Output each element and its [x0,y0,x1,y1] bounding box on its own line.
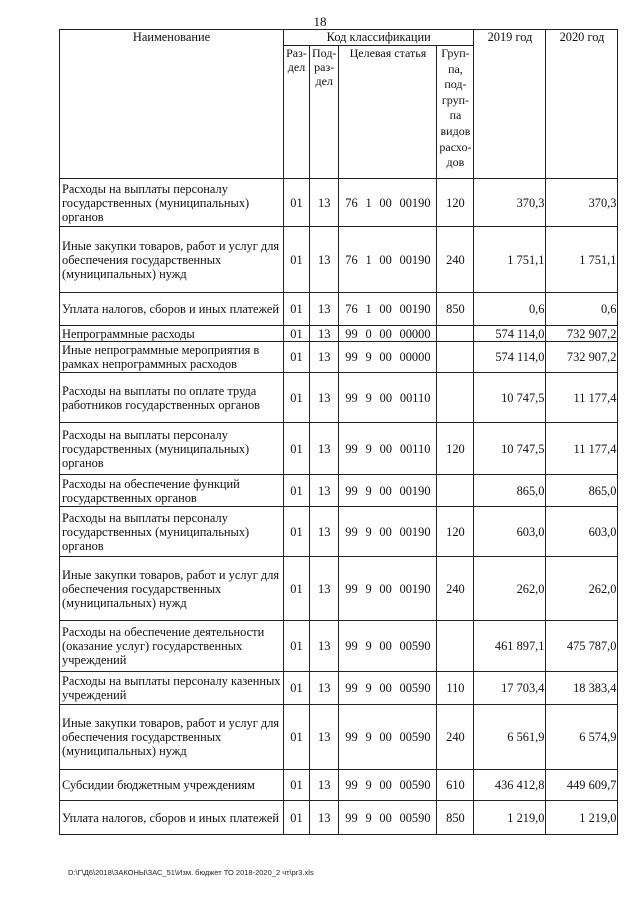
header-code-group: Код классификации [284,30,474,46]
header-target-article: Целевая статья [339,46,437,179]
target-program: 76 [345,252,358,267]
header-subsection: Под- раз- дел [310,46,339,179]
target-direction: 00190 [399,302,431,316]
row-amount-2020: 11 177,4 [546,423,618,475]
row-section: 01 [284,557,310,621]
row-amount-2019: 574 114,0 [474,342,546,373]
row-subsection: 13 [310,227,339,293]
target-direction: 00190 [399,524,431,539]
row-section: 01 [284,423,310,475]
row-target-article [339,373,437,423]
target-direction: 00190 [399,252,431,267]
row-expense-group [437,475,474,507]
row-section: 01 [284,342,310,373]
row-amount-2020: 18 383,4 [546,672,618,705]
target-event: 00 [379,326,392,341]
row-name: Иные закупки товаров, работ и услуг для обеспечения государственных (муниципальных) нужд [60,557,284,621]
row-amount-2019: 436 412,8 [474,770,546,801]
row-name: Уплата налогов, сборов и иных платежей [60,801,284,835]
row-amount-2020: 732 907,2 [546,342,618,373]
table-row [60,293,618,326]
row-subsection: 13 [310,770,339,801]
row-name: Иные закупки товаров, работ и услуг для обеспечения государственных (муниципальных) нужд [60,227,284,293]
target-program: 99 [345,483,358,498]
row-target-article [339,227,437,293]
target-program: 99 [345,326,358,341]
target-subprogram: 9 [365,483,372,498]
target-direction: 00110 [399,441,431,456]
row-subsection: 13 [310,801,339,835]
target-program: 99 [345,778,358,792]
target-subprogram: 9 [365,581,372,596]
row-amount-2019: 603,0 [474,507,546,557]
target-program: 99 [345,581,358,596]
row-expense-group: 850 [437,801,474,835]
row-subsection: 13 [310,557,339,621]
row-subsection: 13 [310,423,339,475]
target-subprogram: 9 [365,350,372,364]
row-name: Расходы на обеспечение деятельности (оказание услуг) государственных учреждений [60,621,284,672]
target-direction: 00110 [399,390,431,405]
row-target-article [339,342,437,373]
row-target-article [339,475,437,507]
table-row [60,227,618,293]
target-subprogram: 9 [365,778,372,792]
row-subsection: 13 [310,672,339,705]
row-expense-group [437,373,474,423]
row-amount-2019: 262,0 [474,557,546,621]
row-expense-group: 240 [437,557,474,621]
row-amount-2019: 865,0 [474,475,546,507]
target-subprogram: 1 [365,252,372,267]
target-subprogram: 9 [365,681,372,695]
table-row [60,801,618,835]
target-direction: 00590 [399,681,431,695]
row-expense-group: 240 [437,705,474,770]
row-expense-group: 850 [437,293,474,326]
target-event: 00 [379,810,392,825]
target-event: 00 [379,681,392,695]
table-row [60,475,618,507]
row-amount-2020: 475 787,0 [546,621,618,672]
row-amount-2020: 1 219,0 [546,801,618,835]
table-row [60,507,618,557]
row-target-article [339,326,437,342]
target-event: 00 [379,441,393,456]
row-amount-2019: 574 114,0 [474,326,546,342]
row-expense-group: 240 [437,227,474,293]
row-target-article [339,557,437,621]
row-amount-2019: 370,3 [474,179,546,227]
target-event: 00 [379,730,392,744]
target-program: 99 [345,350,358,364]
row-section: 01 [284,227,310,293]
table-row [60,705,618,770]
target-event: 00 [379,252,392,267]
row-target-article [339,293,437,326]
row-subsection: 13 [310,373,339,423]
row-amount-2019: 17 703,4 [474,672,546,705]
table-row [60,672,618,705]
row-subsection: 13 [310,507,339,557]
target-direction: 00190 [399,483,431,498]
target-program: 99 [345,810,358,825]
row-target-article [339,179,437,227]
row-amount-2019: 6 561,9 [474,705,546,770]
row-name: Расходы на обеспечение функций государственных органов [60,475,284,507]
row-name: Иные закупки товаров, работ и услуг для обеспечения государственных (муниципальных) нужд [60,705,284,770]
table-row [60,557,618,621]
header-section: Раз- дел [284,46,310,179]
row-amount-2020: 6 574,9 [546,705,618,770]
row-name: Непрограммные расходы [60,326,284,342]
target-event: 00 [379,524,392,539]
target-subprogram: 1 [365,195,372,210]
row-subsection: 13 [310,342,339,373]
table-row [60,326,618,342]
row-expense-group: 110 [437,672,474,705]
row-section: 01 [284,801,310,835]
row-name: Расходы на выплаты по оплате труда работников государственных органов [60,373,284,423]
target-event: 00 [379,778,392,792]
target-event: 00 [379,581,392,596]
target-direction: 00590 [399,778,431,792]
header-year-2020: 2020 год [546,30,618,179]
target-subprogram: 1 [365,302,372,316]
row-target-article [339,672,437,705]
target-subprogram: 9 [365,730,372,744]
row-section: 01 [284,770,310,801]
row-name: Расходы на выплаты персоналу государственных (муниципальных) органов [60,507,284,557]
row-amount-2020: 11 177,4 [546,373,618,423]
row-name: Субсидии бюджетным учреждениям [60,770,284,801]
row-section: 01 [284,475,310,507]
row-subsection: 13 [310,326,339,342]
target-subprogram: 9 [365,639,372,653]
row-amount-2019: 0,6 [474,293,546,326]
row-amount-2019: 10 747,5 [474,423,546,475]
target-event: 00 [379,350,392,364]
target-direction: 00190 [399,581,431,596]
target-event: 00 [379,390,393,405]
row-subsection: 13 [310,475,339,507]
row-name: Уплата налогов, сборов и иных платежей [60,293,284,326]
target-event: 00 [379,483,392,498]
row-expense-group: 120 [437,179,474,227]
page-number: 18 [313,14,327,29]
budget-table [59,29,618,835]
row-amount-2020: 0,6 [546,293,618,326]
target-program: 99 [345,390,358,405]
target-subprogram: 9 [365,390,372,405]
table-row [60,423,618,475]
target-program: 99 [345,524,358,539]
row-amount-2020: 449 609,7 [546,770,618,801]
table-row [60,621,618,672]
row-section: 01 [284,293,310,326]
target-subprogram: 9 [365,810,372,825]
table-row [60,373,618,423]
row-amount-2019: 1 219,0 [474,801,546,835]
row-amount-2019: 10 747,5 [474,373,546,423]
row-target-article [339,770,437,801]
row-subsection: 13 [310,621,339,672]
row-expense-group [437,326,474,342]
target-direction: 00590 [399,810,431,825]
row-name: Расходы на выплаты персоналу государственных (муниципальных) органов [60,423,284,475]
row-amount-2020: 370,3 [546,179,618,227]
row-expense-group: 120 [437,507,474,557]
header-year-2019: 2019 год [474,30,546,179]
row-amount-2019: 1 751,1 [474,227,546,293]
table-row [60,342,618,373]
target-event: 00 [379,195,392,210]
row-expense-group: 610 [437,770,474,801]
row-target-article [339,507,437,557]
row-name: Расходы на выплаты персоналу государственных (муниципальных) органов [60,179,284,227]
row-target-article [339,801,437,835]
row-expense-group [437,621,474,672]
row-subsection: 13 [310,179,339,227]
row-amount-2020: 1 751,1 [546,227,618,293]
target-subprogram: 9 [365,441,372,456]
row-amount-2020: 603,0 [546,507,618,557]
row-target-article [339,621,437,672]
row-section: 01 [284,672,310,705]
target-program: 76 [345,195,358,210]
target-direction: 00000 [399,350,431,364]
target-direction: 00190 [399,195,431,210]
table-row [60,179,618,227]
header-name: Наименование [60,30,284,179]
row-section: 01 [284,507,310,557]
row-amount-2020: 262,0 [546,557,618,621]
row-subsection: 13 [310,293,339,326]
target-program: 99 [345,639,358,653]
row-section: 01 [284,373,310,423]
table-row [60,770,618,801]
row-amount-2020: 732 907,2 [546,326,618,342]
target-event: 00 [379,639,392,653]
target-direction: 00000 [399,326,431,341]
row-target-article [339,705,437,770]
target-program: 99 [345,681,358,695]
target-direction: 00590 [399,639,431,653]
row-subsection: 13 [310,705,339,770]
target-program: 99 [345,441,358,456]
row-expense-group [437,342,474,373]
target-program: 76 [345,302,358,316]
target-direction: 00590 [399,730,431,744]
row-amount-2019: 461 897,1 [474,621,546,672]
row-target-article [339,423,437,475]
header-expense-group: Груп- па, под- груп- па видов расхо- дов [437,46,474,179]
row-name: Иные непрограммные мероприятия в рамках непрограммных расходов [60,342,284,373]
row-expense-group: 120 [437,423,474,475]
target-program: 99 [345,730,358,744]
target-event: 00 [379,302,392,316]
row-amount-2020: 865,0 [546,475,618,507]
target-subprogram: 0 [365,326,372,341]
row-name: Расходы на выплаты персоналу казенных учреждений [60,672,284,705]
file-path-footer: D:\Г\Д6\2018\ЗАКОНЫ\ЗАС_51\Изм. бюджет ТО 2018-2020_2 чт\pr3.xls [68,868,314,877]
target-subprogram: 9 [365,524,372,539]
row-section: 01 [284,326,310,342]
row-section: 01 [284,705,310,770]
row-section: 01 [284,179,310,227]
row-section: 01 [284,621,310,672]
